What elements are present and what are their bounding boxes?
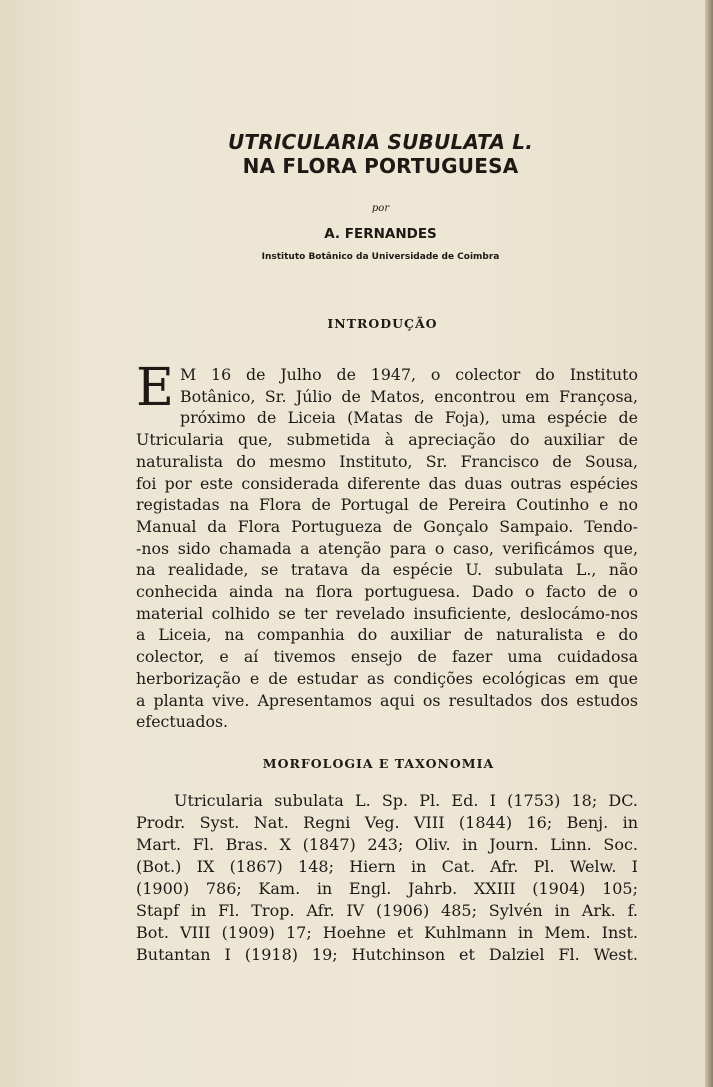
text-line: Butantan I (1918) 19; Hutchinson et Dalziel Fl. West. <box>136 945 638 964</box>
text-line: -nos sido chamada a atenção para o caso, verificámos que, <box>136 538 638 558</box>
text-line: efectuados. <box>136 712 229 732</box>
text-line: Prodr. Syst. Nat. Regni Veg. VIII (1844) 16; Benj. in <box>136 813 638 832</box>
text-line: Stapf in Fl. Trop. Afr. IV (1906) 485; Sylvén in Ark. f. <box>136 901 638 920</box>
author-name: A. FERNANDES <box>324 226 437 242</box>
section-heading-introducao: INTRODUÇÃO <box>327 316 438 331</box>
text-line: (1900) 786; Kam. in Engl. Jahrb. XXIII (1904) 105; <box>136 879 638 898</box>
text-line: colector, e aí tivemos ensejo de fazer uma cuidadosa <box>136 647 638 667</box>
text-line: Bot. VIII (1909) 17; Hoehne et Kuhlmann in Mem. Inst. <box>136 923 638 942</box>
text-line: próximo de Liceia (Matas de Foja), uma espécie de <box>179 408 638 428</box>
text-line: material colhido se ter revelado insuficiente, deslocámo-nos <box>136 603 638 623</box>
text-line: Manual da Flora Portugueza de Gonçalo Sampaio. Tendo- <box>136 516 638 536</box>
byline-por: por <box>371 203 390 214</box>
text-line: na realidade, se tratava da espécie U. subulata L., não <box>136 560 638 580</box>
text-line: a Liceia, na companhia do auxiliar de naturalista e do <box>136 625 638 645</box>
text-line: naturalista do mesmo Instituto, Sr. Francisco de Sousa, <box>136 451 638 471</box>
section-heading-morfologia: MORFOLOGIA E TAXONOMIA <box>262 756 495 771</box>
text-line: M 16 de Julho de 1947, o colector do Instituto <box>179 365 638 384</box>
text-line: conhecida ainda na flora portuguesa. Dado o facto de o <box>136 582 638 602</box>
morphology-paragraph <box>136 790 638 966</box>
text-line: foi por este considerada diferente das duas outras espécies <box>136 473 638 493</box>
author-affiliation: Instituto Botânico da Universidade de Coimbra <box>261 252 500 262</box>
text-line: registadas na Flora de Portugal de Pereira Coutinho e no <box>136 495 638 515</box>
text-line: Botânico, Sr. Júlio de Matos, encontrou em Françosa, <box>179 386 638 406</box>
article-title-line2: NA FLORA PORTUGUESA <box>242 154 519 178</box>
drop-cap: E <box>136 358 174 418</box>
text-line: Utricularia subulata L. Sp. Pl. Ed. I (1753) 18; DC. <box>174 791 638 810</box>
article-title-line1: UTRICULARIA SUBULATA L. <box>227 130 534 154</box>
text-line: Mart. Fl. Bras. X (1847) 243; Oliv. in Journ. Linn. Soc. <box>136 835 638 854</box>
text-line: a planta vive. Apresentamos aqui os resultados dos estudos <box>136 690 638 710</box>
text-line: Utricularia que, submetida à apreciação do auxiliar de <box>136 430 638 450</box>
text-line: (Bot.) IX (1867) 148; Hiern in Cat. Afr. Pl. Welw. I <box>136 857 638 876</box>
text-line: herborização e de estudar as condições ecológicas em que <box>136 668 638 688</box>
introduction-paragraph <box>136 358 638 733</box>
